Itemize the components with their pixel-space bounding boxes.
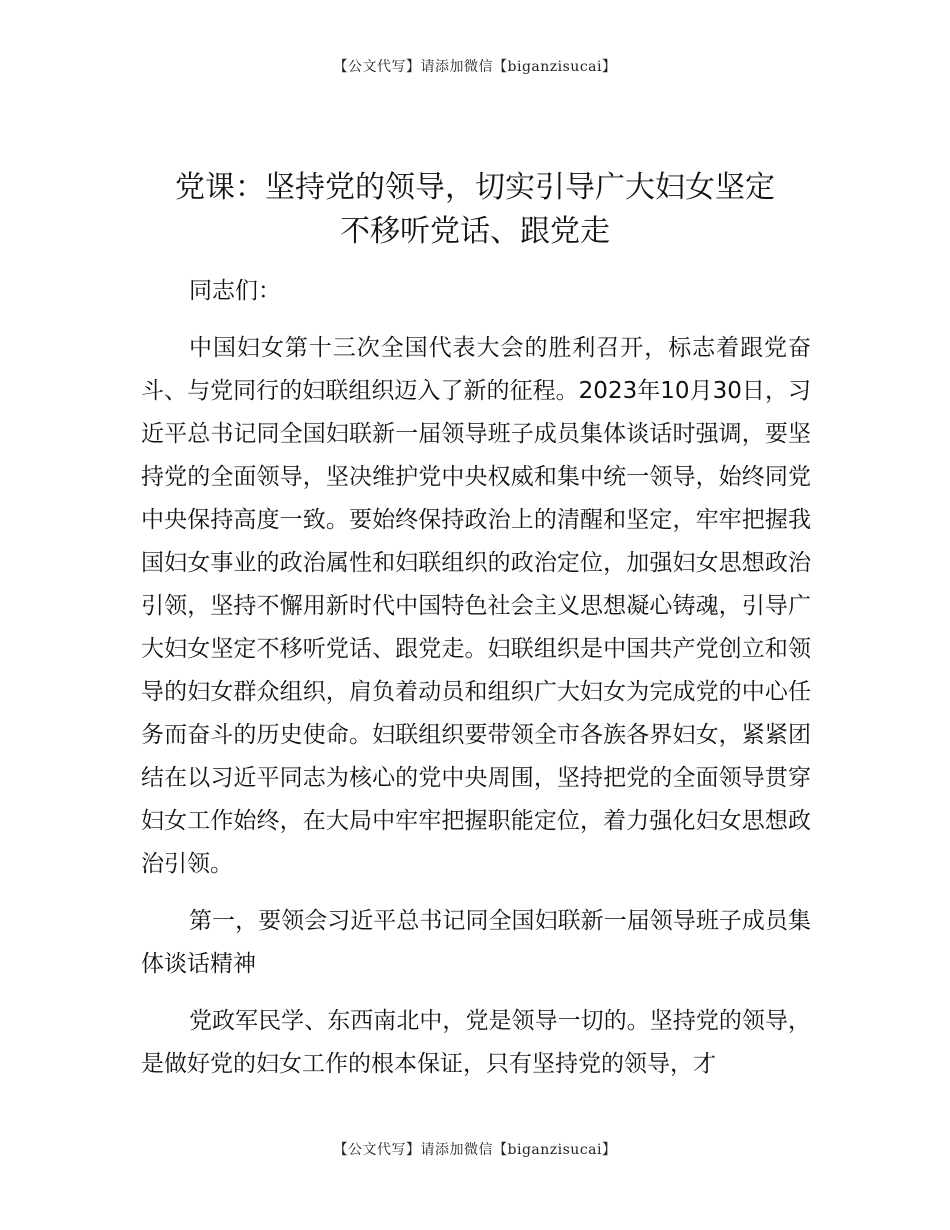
document-body (141, 270, 811, 1086)
title-line-2: 不移听党话、跟党走 (340, 214, 610, 249)
page-footer-note: 【公文代写】请添加微信【biganzisucai】 (333, 1142, 617, 1158)
body-paragraph-2: 党政军民学、东西南北中，党是领导一切的。坚持党的领导，是做好党的妇女工作的根本保证，只有坚持党的领导，才 (141, 1008, 811, 1077)
title-line-1: 党课：坚持党的领导，切实引导广大妇女坚定 (175, 170, 775, 205)
section-heading-1: 第一，要领会习近平总书记同全国妇联新一届领导班子成员集体谈话精神 (141, 908, 811, 977)
salutation: 同志们： (189, 278, 281, 304)
body-paragraph-1: 中国妇女第十三次全国代表大会的胜利召开，标志着跟党奋斗、与党同行的妇联组织迈入了新的征程。2023年10月30日，习近平总书记同全国妇联新一届领导班子成员集体谈话时强调，要坚持党的全面领导，坚决维护党中央权威和集中统一领导，始终同党中央保持高度一致。要始终保持政治上的清醒和坚定，牢牢把握我国妇女事业的政治属性和妇联组织的政治定位，加强妇女思想政治引领，坚持不懈用新时代中国特色社会主义思想凝心铸魂，引导广大妇女坚定不移听党话、跟党走。妇联组织是中国共产党创立和领导的妇女群众组织，肩负着动员和组织广大妇女为完成党的中心任务而奋斗的历史使命。妇联组织要带领全市各族各界妇女，紧紧团结在以习近平同志为核心的党中央周围，坚持把党的全面领导贯穿妇女工作始终，在大局中牢牢把握职能定位，着力强化妇女思想政治引领。 (141, 335, 811, 877)
document-title (140, 166, 810, 254)
page-header-note: 【公文代写】请添加微信【biganzisucai】 (333, 59, 617, 75)
